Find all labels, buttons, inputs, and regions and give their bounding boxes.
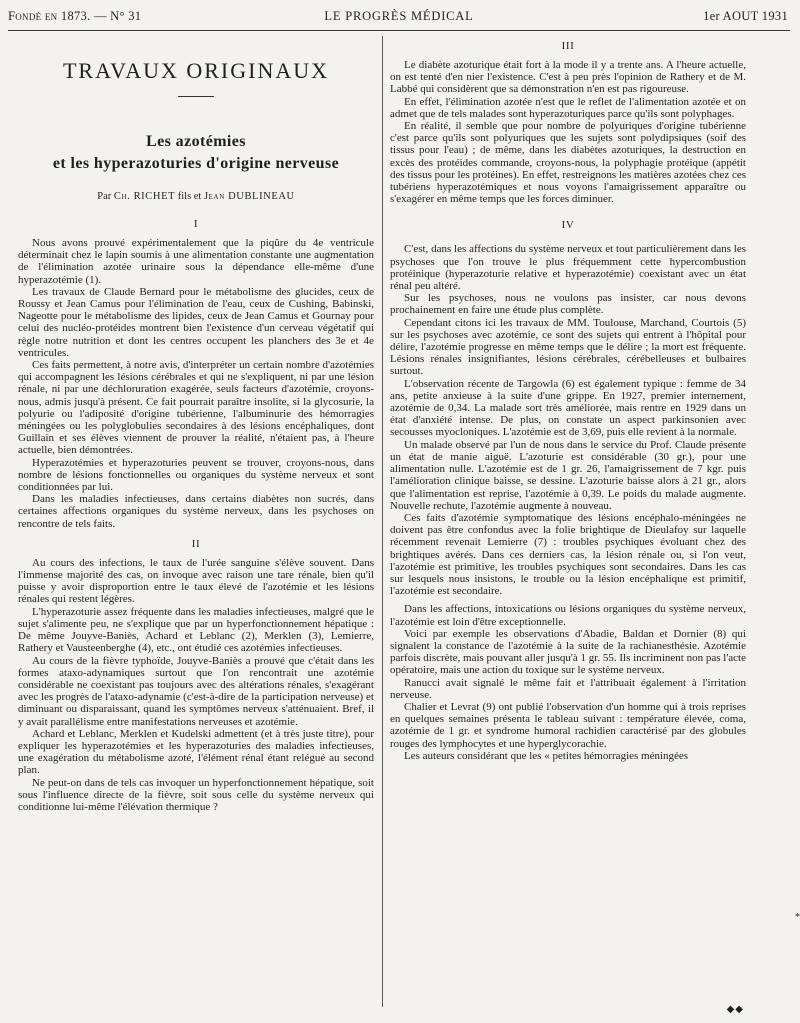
paragraph: Achard et Leblanc, Merklen et Kudelski admettent (et à très juste titre), pour expliquer les hyperazotémies et les hyperazoturies des maladies infectieuses, une exagération du métabolisme azoté, l'élément rénal étant relégué au second plan. [18,727,374,777]
paragraph: Les travaux de Claude Bernard pour le métabolisme des glucides, ceux de Roussy et Jean Camus pour l'élimination de l'eau, ceux de Cushing, Babinski, Nageotte pour le métabolisme des lipides, ceux de Jean Camus et Gournay pour celui des nucléo-protéides montrent bien l'existence d'un cerveau végétatif qui règle notre nutrition et dont les centres occupent les planchers des 3e et 4e ventricules. [18,285,374,359]
paragraph: Dans les affections, intoxications ou lésions organiques du système nerveux, l'azotémie est loin d'être exceptionnelle. [390,603,746,628]
paragraph: Ces faits d'azotémie symptomatique des lésions encéphalo-méningées ne doivent pas être confondus avec la folie brightique de Dieulafoy sur laquelle récemment revenait Lemierre (7) : troubles psychiques évoluant chez des brightiques avérés. Dans ces derniers cas, la lésion rénale ou, si l'on veut, l'azotémie est primitive, les troubles psychiques sont secondaires. Dans les cas sur lesquels nous insistons, le trouble ou la lésion encéphalique est primitif, l'azotémie est secondaire. [390,511,746,598]
paragraph: Nous avons prouvé expérimentalement que la piqûre du 4e ventricule déterminait chez le lapin soumis à une alimentation constante une augmentation de l'élimination azotée urinaire sous la dépendance elle-même d'une hyperazotémie (1). [18,237,374,286]
paragraph: En réalité, il semble que pour nombre de polyuriques d'origine tubérienne c'est parce qu'ils sont polyuriques que les sujets sont polydipsiques (soif des tissus pour l'eau) ; de même, dans les diabètes azoturiques, la destruction en excès des protéides commande, croyons-nous, la polyphagie protéique (appétit des tissus pour les protéines). En effet, restreignons les matières azotées chez ces tubériens hyperazotémiques et nous voyons l'amaigrissement apparaître ou s'exagérer en même temps que les forces diminuer. [390,120,746,206]
section-2-body [18,557,374,813]
paragraph: Sur les psychoses, nous ne voulons pas insister, car nous devons prochainement en faire une étude plus complète. [390,292,746,317]
paragraph: L'hyperazoturie assez fréquente dans les maladies infectieuses, malgré que le sujet s'alimente peu, ne s'explique que par un hyperfonctionnement hépatique : De même Jouyve-Baniès, Achard et Leblanc (2), Merklen (3), Lemierre, Rathery et Vausteenberghe (4), etc., ont étudié ces azotémies infectieuses. [18,605,374,655]
header-rule [8,30,790,31]
section-3-body [390,59,746,205]
author-richet: Ch. RICHET [113,191,176,202]
end-ornament: ◆◆ [726,1004,744,1015]
article-title [18,131,374,175]
paragraph: Un malade observé par l'un de nous dans le service du Prof. Claude présente un état de manie aiguë. L'azoturie est considérable (30 gr.), pour une alimentation nulle. L'azotémie est de 1 gr. 26, l'amaigrissement de 7 kgr. puis l'amélioration clinique baisse, se dessine. L'azoturie baisse alors à 21 gr., alors que l'alimentation est reprise, l'azotémie à 0,39. Le poids du malade augmente. Nouvelle rechute, l'azotémie augmente à nouveau. [390,438,746,512]
right-column [390,36,746,1015]
paragraph: Hyperazotémies et hyperazoturies peuvent se trouver, croyons-nous, dans nombre de lésions fonctionnelles ou organiques du système nerveux et sont conditionnées par lui. [18,456,374,494]
byline-mid: fils et [177,191,202,202]
section-1-body [18,237,374,530]
section-heading-1: I [193,218,199,230]
margin-star: * [795,912,800,923]
header-founded: Fondé en 1873. — N° 31 [8,9,142,23]
paragraph: Voici par exemple les observations d'Abadie, Baldan et Dornier (8) qui signalent la constance de l'azotémie à la suite de la rachianesthésie. Azotémie parfois discrète, mais pouvant aller jusqu'à 1 gr. 55. Ils incriminent non pas l'acte opératoire, mais une action du toxique sur le système nerveux. [390,627,746,677]
section-heading-2: II [191,537,201,550]
paragraph: Au cours de la fièvre typhoïde, Jouyve-Baniès a prouvé que c'était dans les formes ataxo-adynamiques surtout que l'on rencontrait une azotémie considérable ne coexistant pas toujours avec des altérations rénales, s'exagérant avec les progrès de l'ataxo-adynamie (c'est-à-dire de la participation nerveuse) et diminuant ou disparaissant, quand les symptômes nerveux s'atténuaient. Bref, il y avait parallélisme entre manifestations nerveuses et azotémie. [18,654,374,728]
paragraph: Chalier et Levrat (9) ont publié l'observation d'un homme qui à trois reprises en quelques semaines présenta le tableau suivant : température élevée, coma, azotémie de 1 gr. et syndrome humoral rachidien caractérisé par des globules rouges des lymphocytes et une hyperglycorachie. [390,700,746,750]
paragraph: Cependant citons ici les travaux de MM. Toulouse, Marchand, Courtois (5) sur les psychoses avec azotémie, ce sont des sujets qui entrent à l'hôpital pour délire, l'azotémie progresse en même temps que le délire ; la mort est fréquente. Lésions rénales insignifiantes, lésions cérébrales, cérébelleuses et bulbaires surtout. [390,316,746,378]
paragraph: Le diabète azoturique était fort à la mode il y a trente ans. A l'heure actuelle, on est tenté d'en nier l'existence. C'est à peu près l'opinion de Rathery et de M. Labbé qui considèrent que sa démonstration n'en est pas rigoureuse. [390,59,746,96]
author-dublineau: Jean DUBLINEAU [203,191,295,202]
byline [18,191,374,202]
paragraph: En effet, l'élimination azotée n'est que le reflet de l'alimentation azotée et on admet que de tels malades sont hyperazoturiques parce qu'ils sont polyphages. [390,95,746,120]
left-column [18,36,374,1015]
column-divider [382,36,383,1007]
article-title-line-1: Les azotémies [146,133,246,150]
header-date: 1er AOUT 1931 [703,9,788,23]
section-4-body [390,243,746,762]
paragraph: Les auteurs considérant que les « petites hémorragies méningées [404,749,689,762]
paragraph: Ces faits permettent, à notre avis, d'interpréter un certain nombre d'azotémies qui accompagnent les lésions cérébrales et qui ne s'expliquent, ni par une lésion rénale, ni par une déchloruration exagérée, seuls facteurs d'azotémie, croyons-nous, admis jusqu'à présent. Ce fait pourrait paraître insolite, si la glycosurie, la polyurie ou l'adiposité d'origine tubérienne, l'albuminurie des hémorragies méningées ou les polyglobulies secondaires à des lésions encéphaliques, dont Guillain et ses élèves viennent de prouver la réalité, n'étaient pas, à l'heure actuelle, bien démontrées. [18,359,374,457]
title-rule [178,96,214,97]
paragraph: Ranucci avait signalé le même fait et l'attribuait également à l'irritation nerveuse. [390,676,746,701]
paragraph: Au cours des infections, le taux de l'urée sanguine s'élève souvent. Dans l'immense majorité des cas, on invoque avec raison une tare rénale, bien qu'il puisse y avoir disproportion entre le taux élevé de l'azotémie et les lésions rénales qui restent légères. [18,556,374,606]
header-journal-title: LE PROGRÈS MÉDICAL [324,9,474,23]
article-title-line-2: et les hyperazoturies d'origine nerveuse [52,155,340,172]
paragraph: Dans les maladies infectieuses, dans certains diabètes non sucrés, dans certaines affections organiques du système nerveux, dans les psychoses on rencontre de tels faits. [18,493,374,530]
paragraph: L'observation récente de Targowla (6) est également typique : femme de 34 ans, petite anxieuse à la suite d'une grippe. En 1927, premier internement, azotémie de 0,34. La malade sort très améliorée, mais rentre en 1929 dans un état d'anxiété intense. De plus, on constate un aspect parkinsonien avec secousses myocloniques. L'azotémie est de 3,69, puis elle revient à la normale. [390,377,746,439]
paragraph: C'est, dans les affections du système nerveux et tout particulièrement dans les psychoses que l'on trouve le plus fréquemment cette hypercombustion protéinique (hyperazoturie relative et hyperazotémie) coexistant avec un état rénal peu altéré. [390,243,746,293]
byline-prefix: Par [97,191,112,202]
page-header [8,6,790,28]
paragraph: Ne peut-on dans de tels cas invoquer un hyperfonctionnement hépatique, soit sous l'influence directe de la fièvre, soit sous celle du système nerveux qui conditionne lui-même l'élévation thermique ? [18,776,374,813]
section-heading-3: III [561,40,575,52]
section-heading-4: IV [561,219,575,232]
section-title: TRAVAUX ORIGINAUX [62,58,330,83]
